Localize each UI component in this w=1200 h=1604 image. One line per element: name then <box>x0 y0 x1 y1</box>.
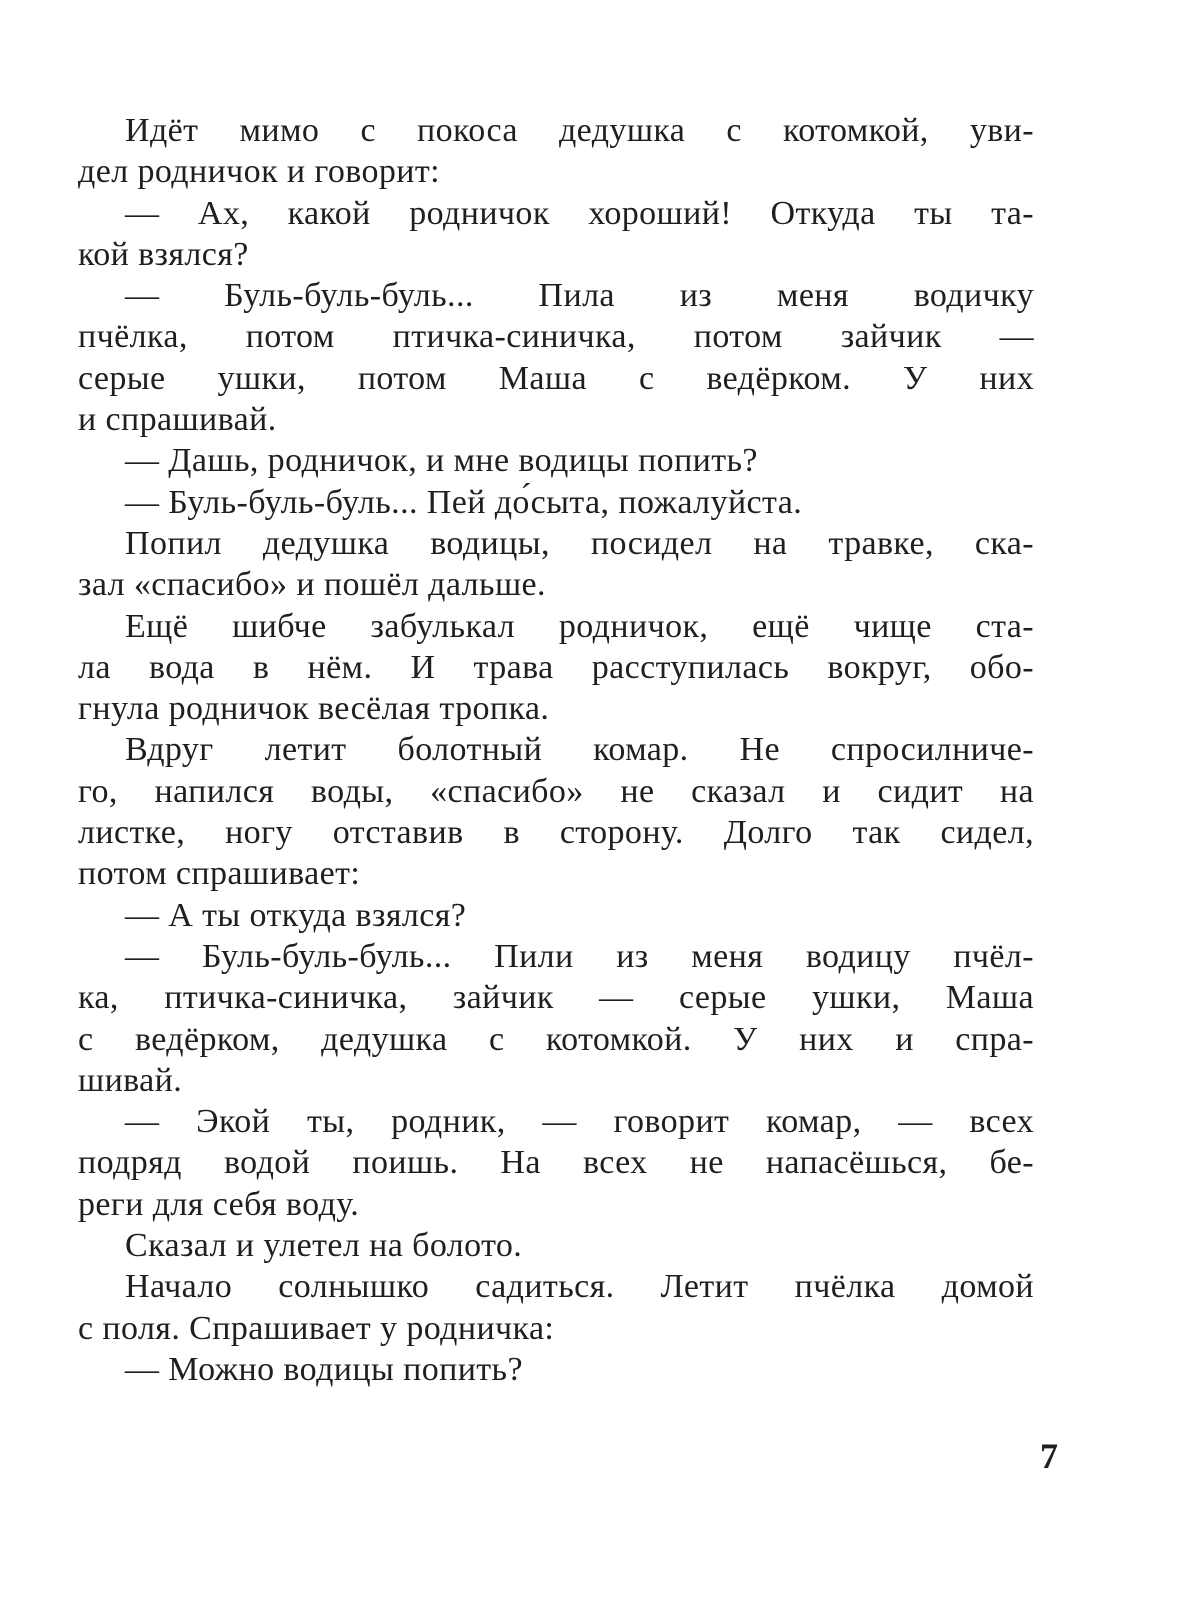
story-text <box>78 110 1034 1390</box>
text-line: ка, птичка-синичка, зайчик — серые ушки, Маша <box>78 979 1034 1017</box>
text-line: подряд водой поишь. На всех не напасёшься, бе- <box>78 1144 1034 1182</box>
text-line: Идёт мимо с покоса дедушка с котомкой, уви- <box>125 112 1034 149</box>
text-line: с ведёрком, дедушка с котомкой. У них и спра- <box>78 1020 1034 1058</box>
text-line: потом спрашивает: <box>78 855 361 893</box>
text-line: — Можно водицы попить? <box>125 1350 523 1388</box>
text-line: — Ах, какой родничок хороший! Откуда ты та- <box>125 194 1034 232</box>
text-line: го, напился воды, «спасибо» не сказал и сидит на <box>78 772 1034 810</box>
text-line: Сказал и улетел на болото. <box>125 1227 523 1265</box>
text-line: ла вода в нём. И трава расступилась вокруг, обо- <box>78 648 1034 686</box>
text-line: — Дашь, родничок, и мне водицы попить? <box>125 442 758 480</box>
text-line: Начало солнышко садиться. Летит пчёлка домой <box>125 1268 1034 1306</box>
text-line: гнула родничок весёлая тропка. <box>78 690 550 728</box>
text-line: пчёлка, потом птичка-синичка, потом зайчик — <box>78 318 1034 356</box>
text-line: с поля. Спрашивает у родничка: <box>78 1309 555 1347</box>
page-number: 7 <box>1040 1436 1058 1476</box>
text-line: шивай. <box>78 1061 183 1099</box>
text-line: — Экой ты, родник, — говорит комар, — всех <box>125 1103 1034 1141</box>
text-line: — А ты откуда взялся? <box>125 896 467 934</box>
text-line: листке, ногу отставив в сторону. Долго так сидел, <box>78 814 1034 852</box>
text-line: и спрашивай. <box>78 401 277 439</box>
text-line: Ещё шибче забулькал родничок, ещё чище ста- <box>125 607 1034 645</box>
text-line: Вдруг летит болотный комар. Не спросилниче- <box>125 731 1034 769</box>
text-line: Попил дедушка водицы, посидел на травке, ска- <box>125 524 1034 562</box>
text-line: зал «спасибо» и пошёл дальше. <box>78 566 546 604</box>
text-line: серые ушки, потом Маша с ведёрком. У них <box>78 359 1034 397</box>
text-line: дел родничок и говорит: <box>78 153 440 191</box>
text-line: реги для себя воду. <box>78 1185 360 1223</box>
text-line: кой взялся? <box>78 235 249 273</box>
text-line: — Буль-буль-буль... Пили из меня водицу пчёл- <box>125 937 1034 975</box>
text-line: — Буль-буль-буль... Пила из меня водичку <box>125 277 1034 315</box>
text-line: — Буль-буль-буль... Пей до́сыта, пожалуйста. <box>125 483 803 521</box>
